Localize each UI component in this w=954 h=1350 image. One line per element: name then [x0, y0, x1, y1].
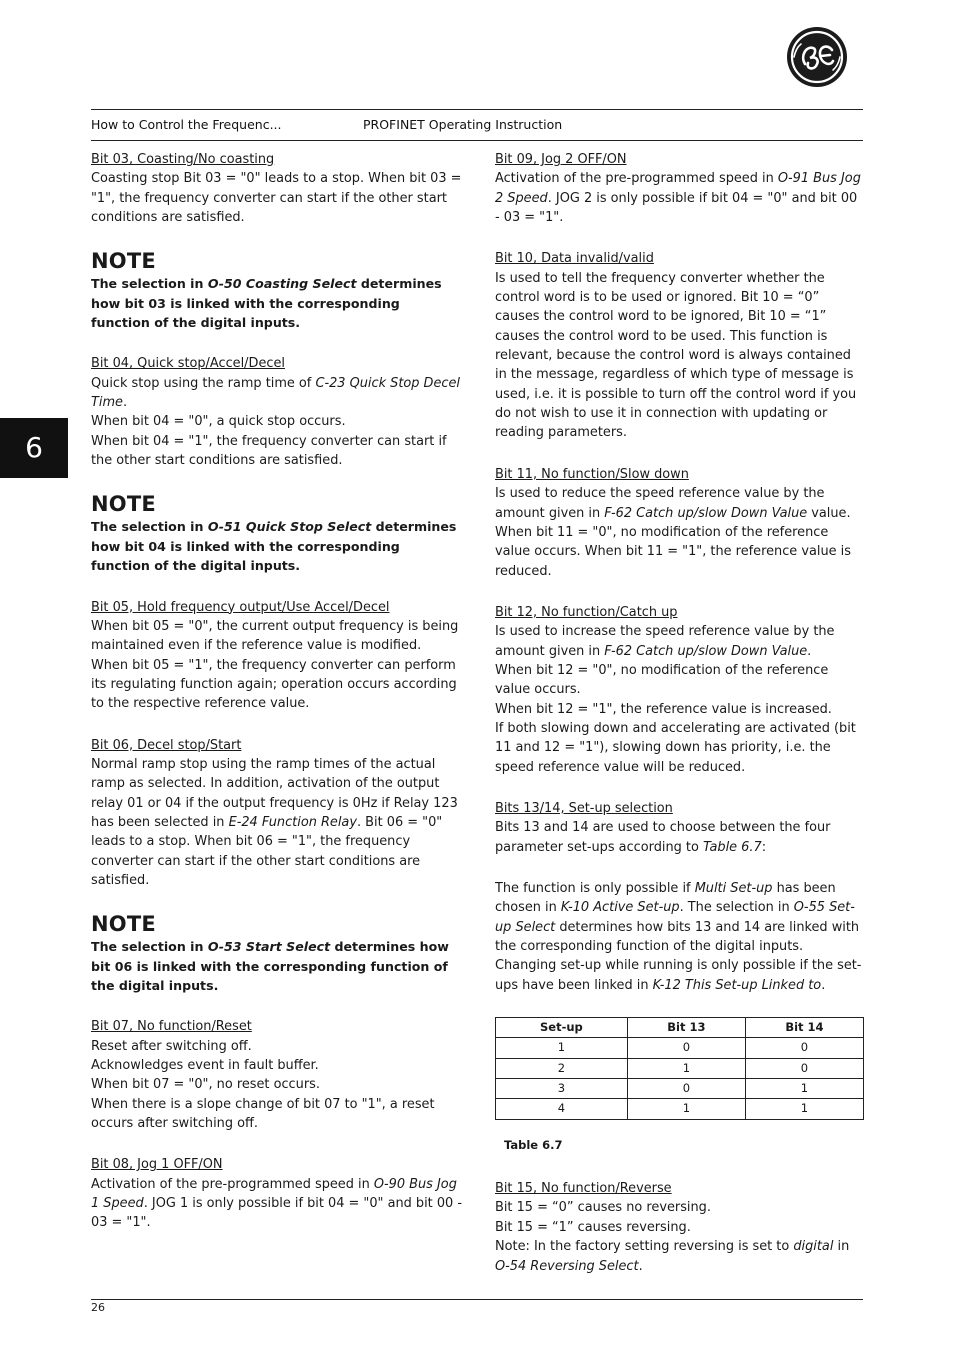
bit07-line3: When bit 07 = "0", no reset occurs. [91, 1077, 320, 1093]
bit07-line4: When there is a slope change of bit 07 to "1", a reset occurs after switching off. [91, 1096, 435, 1132]
table-cell: 0 [745, 1038, 863, 1058]
bit11-pre: Is used to reduce the speed reference value by the amount given in [495, 486, 825, 521]
bit04-line3: When bit 04 = "1", the frequency converter can start if the other start conditions are satisfied. [91, 433, 447, 469]
bit15-l3-mid: in [833, 1239, 850, 1255]
func-e4: K-12 This Set-up Linked to [652, 977, 822, 993]
bit04-section [91, 354, 463, 470]
note-2-pre: The selection in [91, 519, 208, 535]
bits1314-body [495, 818, 865, 857]
bit08-title: Bit 08, Jog 1 OFF/ON [91, 1157, 223, 1173]
bit05-line1: When bit 05 = "0", the current output frequency is being maintained even if the reference value is modified. [91, 618, 459, 654]
bit07-section [91, 1017, 463, 1133]
bit05-line2: When bit 05 = "1", the frequency converter can perform its regulating function again; operation occurs according to the respective reference value. [91, 657, 457, 712]
note-2-heading: NOTE [91, 492, 156, 517]
header-rule-top [91, 109, 863, 110]
bit03-body: Coasting stop Bit 03 = "0" leads to a stop. When bit 03 = "1", the frequency converter can start if the other start conditions are satisfied. [91, 171, 462, 226]
table-header-cell: Set-up [496, 1018, 628, 1038]
header-doc-title: PROFINET Operating Instruction [363, 117, 563, 132]
table-header-cell: Bit 13 [627, 1018, 745, 1038]
table-cell: 1 [627, 1099, 745, 1119]
bit10-body: Is used to tell the frequency converter whether the control word is to be used or ignored. Bit 10 = “0” causes the control word to be ignored, Bit 10 = “1” causes the control word to be used. This function is relevant, because the control word is always contained in the message, regardless of which type of message is used, i.e. it is possible to turn off the control word if you do not wish to use it in connection with updating or reading parameters. [495, 270, 857, 441]
bit15-l3-post: . [638, 1258, 643, 1274]
bit10-section [495, 249, 865, 442]
note-3 [91, 912, 463, 995]
bit04-l1-post: . [122, 395, 128, 411]
bit09-section [495, 150, 865, 227]
bits1314-title: Bits 13/14, Set-up selection [495, 800, 673, 816]
table-cell: 3 [496, 1079, 628, 1099]
bit15-line1: Bit 15 = “0” causes no reversing. [495, 1200, 711, 1216]
bit09-param: O-91 Bus Jog 2 Speed [495, 171, 861, 206]
table-cell: 1 [627, 1058, 745, 1078]
func-p3: . The selection in [679, 900, 794, 916]
note-3-param: O-53 Start Select [207, 939, 331, 955]
ge-logo [786, 26, 848, 88]
note-1 [91, 249, 463, 332]
table-cell: 1 [745, 1099, 863, 1119]
note-2-body [91, 517, 463, 575]
bit06-pre: Normal ramp stop using the ramp times of the actual ramp as selected. In addition, activation of the output relay 01 or 04 if the output frequency is 0Hz if Relay 123 has been selected in [91, 756, 458, 830]
table-cell: 0 [745, 1058, 863, 1078]
bit04-l1-param: C-23 Quick Stop Decel Time [91, 375, 460, 411]
table-row [496, 1058, 864, 1078]
bit04-l1-pre: Quick stop using the ramp time of [91, 375, 316, 391]
func-e1: Multi Set-up [694, 881, 773, 896]
bits1314-section [495, 799, 865, 857]
bit04-title: Bit 04, Quick stop/Accel/Decel [91, 356, 285, 372]
bit04-line2: When bit 04 = "0", a quick stop occurs. [91, 414, 346, 430]
note-2-post: determines how bit 04 is linked with the corresponding function of the digital inputs. [91, 519, 457, 574]
table-cell: 4 [496, 1099, 628, 1119]
bit06-post: . Bit 06 = "0" leads to a stop. When bit 06 = "1", the frequency converter can start if the other start conditions are satisfied. [91, 814, 443, 888]
func-p2: has been chosen in [495, 881, 836, 916]
footer-rule [91, 1299, 863, 1300]
note-3-post: determines how bit 06 is linked with the corresponding function of the digital inputs. [91, 939, 449, 993]
setup-table [495, 1017, 864, 1120]
note-1-param: O-50 Coasting Select [207, 276, 357, 292]
bits1314-pre: Bits 13 and 14 are used to choose between the four parameter set-ups according to [495, 820, 831, 855]
bit07-title: Bit 07, No function/Reset [91, 1019, 252, 1035]
table-cell: 1 [745, 1079, 863, 1099]
note-2-param: O-51 Quick Stop Select [207, 519, 372, 535]
note-3-heading: NOTE [91, 912, 156, 937]
bit12-l1-post: . [807, 643, 812, 659]
bit09-post: . JOG 2 is only possible if bit 04 = "0" and bit 00 - 03 = "1". [495, 190, 858, 226]
bits1314-post: : [761, 839, 767, 855]
bit12-section [495, 603, 865, 777]
bits1314-table-ref: Table 6.7 [702, 839, 762, 855]
note-1-post: determines how bit 03 is linked with the corresponding function of the digital inputs. [91, 276, 442, 331]
bit06-section [91, 736, 463, 891]
bit08-post: . JOG 1 is only possible if bit 04 = "0" and bit 00 - 03 = "1". [91, 1196, 462, 1231]
table-caption: Table 6.7 [504, 1137, 563, 1152]
bit06-body [91, 755, 463, 890]
bit11-title: Bit 11, No function/Slow down [495, 466, 689, 482]
bit06-param: E-24 Function Relay [228, 814, 357, 830]
note-1-pre: The selection in [91, 276, 208, 292]
note-1-heading: NOTE [91, 249, 156, 274]
note-3-pre: The selection in [91, 939, 208, 955]
function-paragraph [495, 879, 865, 995]
table-row [496, 1099, 864, 1119]
bit12-line4: If both slowing down and accelerating are activated (bit 11 and 12 = "1"), slowing down has priority, i.e. the speed reference value will be reduced. [495, 720, 856, 775]
note-1-body [91, 274, 463, 332]
bit05-section [91, 598, 463, 714]
bit05-title: Bit 05, Hold frequency output/Use Accel/Decel [91, 599, 390, 615]
bit08-body [91, 1175, 463, 1233]
bit11-section [495, 465, 865, 581]
note-2 [91, 492, 463, 575]
table-cell: 1 [496, 1038, 628, 1058]
bit15-title: Bit 15, No function/Reverse [495, 1181, 672, 1197]
bit12-title: Bit 12, No function/Catch up [495, 604, 678, 620]
table-header-row [496, 1018, 864, 1038]
chapter-tab: 6 [0, 418, 68, 478]
left-column [91, 150, 463, 1255]
table-cell: 0 [627, 1038, 745, 1058]
bit03-section [91, 150, 463, 227]
bit07-line2: Acknowledges event in fault buffer. [91, 1058, 319, 1074]
bit06-title: Bit 06, Decel stop/Start [91, 737, 242, 753]
bit15-line2: Bit 15 = “1” causes reversing. [495, 1219, 691, 1235]
bit11-post: value. When bit 11 = "0", no modification of the reference value occurs. When bit 11 = "1", the reference value is reduced. [495, 505, 851, 579]
bit15-line3 [495, 1237, 865, 1276]
bit12-l1-pre: Is used to increase the speed reference value by the amount given in [495, 624, 835, 659]
bit11-param: F-62 Catch up/slow Down Value [604, 505, 808, 521]
func-p1: The function is only possible if [495, 881, 695, 896]
table-cell: 0 [627, 1079, 745, 1099]
bit08-section [91, 1155, 463, 1232]
func-p4: determines how bits 13 and 14 are linked with the corresponding function of the digital inputs. Changing set-up while running is only possible if the set-ups have been linked in [495, 919, 862, 993]
bit10-title: Bit 10, Data invalid/valid [495, 251, 654, 267]
bit12-line1 [495, 622, 865, 661]
bit15-section [495, 1179, 865, 1276]
bit12-line3: When bit 12 = "1", the reference value is increased. [495, 701, 832, 717]
func-p5: . [821, 977, 826, 993]
table-header-cell: Bit 14 [745, 1018, 863, 1038]
bit08-pre: Activation of the pre-programmed speed in [91, 1176, 374, 1192]
func-e3: O-55 Set-up Select [495, 900, 855, 935]
bit09-title: Bit 09, Jog 2 OFF/ON [495, 152, 627, 167]
func-e2: K-10 Active Set-up [560, 900, 680, 916]
bit09-body [495, 169, 865, 227]
bit04-line1 [91, 374, 463, 413]
note-3-body [91, 937, 463, 995]
bit07-line1: Reset after switching off. [91, 1038, 252, 1054]
header-section: How to Control the Frequenc... [91, 117, 282, 132]
header-rule-bottom [91, 140, 863, 141]
page-number: 26 [91, 1301, 105, 1314]
bit11-body [495, 484, 865, 581]
bit08-param: O-90 Bus Jog 1 Speed [91, 1176, 457, 1212]
bit15-l3-em: digital [793, 1239, 834, 1255]
table-cell: 2 [496, 1058, 628, 1078]
bit15-l3-pre: Note: In the factory setting reversing is set to [495, 1239, 794, 1255]
bit12-line2: When bit 12 = "0", no modification of the reference value occurs. [495, 662, 829, 698]
table-row [496, 1079, 864, 1099]
bit03-title: Bit 03, Coasting/No coasting [91, 152, 275, 167]
table-row [496, 1038, 864, 1058]
right-column [495, 150, 865, 1298]
bit15-l3-param: O-54 Reversing Select [495, 1258, 639, 1274]
bit09-pre: Activation of the pre-programmed speed in [495, 171, 778, 187]
bit12-l1-param: F-62 Catch up/slow Down Value [604, 643, 808, 659]
